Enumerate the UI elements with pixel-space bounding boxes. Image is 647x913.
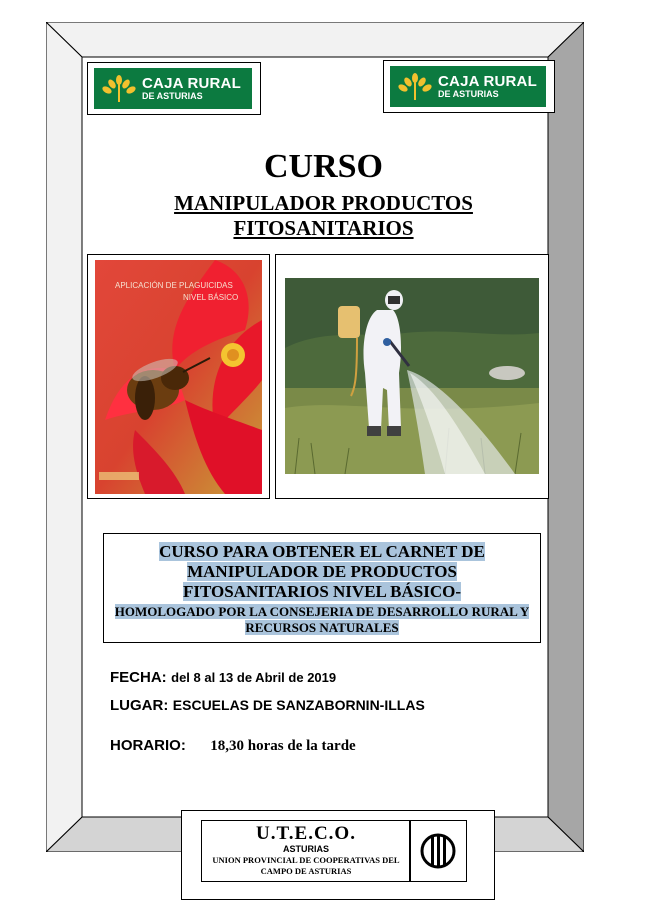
uteco-footer: [181, 810, 495, 900]
uteco-text-box: [201, 820, 411, 882]
uteco-desc-line2: CAMPO DE ASTURIAS: [260, 866, 352, 876]
logo-left-line2: DE ASTURIAS: [142, 91, 203, 101]
lugar-label: LUGAR:: [110, 697, 169, 714]
horario-value: 18,30 horas de la tarde: [210, 738, 356, 754]
subtitle-line1: MANIPULADOR PRODUCTOS: [174, 191, 473, 215]
photo-bee-box: [87, 254, 270, 499]
info-line5: RECURSOS NATURALES: [245, 620, 399, 635]
uteco-title: U.T.E.C.O.: [256, 823, 356, 844]
fecha-row: [110, 669, 336, 687]
uteco-emblem-icon: [410, 821, 466, 881]
logo-left-line1: CAJA RURAL: [142, 75, 241, 92]
horario-label: HORARIO:: [110, 737, 186, 754]
fecha-value: del 8 al 13 de Abril de 2019: [171, 670, 337, 685]
uteco-logo-box: [409, 820, 467, 882]
photo-sprayer: [285, 278, 539, 474]
logo-right-line2: DE ASTURIAS: [438, 89, 499, 99]
horario-row: [110, 737, 356, 755]
photo-caption-line1: APLICACIÓN DE PLAGUICIDAS: [115, 281, 233, 290]
page-title: CURSO: [263, 148, 384, 185]
info-line4: HOMOLOGADO POR LA CONSEJERIA DE DESARROLLO RURAL Y: [114, 604, 530, 619]
logo-left-box: [87, 62, 261, 115]
logo-right-box: [383, 60, 555, 113]
caja-rural-logo-right: [390, 66, 546, 107]
info-line3: FITOSANITARIOS NIVEL BÁSICO-: [182, 582, 462, 601]
info-line2: MANIPULADOR DE PRODUCTOS: [187, 562, 457, 581]
lugar-row: [110, 697, 425, 715]
photo-bee: [95, 260, 262, 494]
uteco-desc-line1: UNION PROVINCIAL DE COOPERATIVAS DEL: [212, 855, 400, 865]
uteco-subtitle: ASTURIAS: [282, 844, 329, 854]
photo-sprayer-box: [275, 254, 549, 499]
fecha-label: FECHA:: [110, 669, 167, 686]
photo-caption-line2: NIVEL BÁSICO: [183, 293, 239, 302]
subtitle-line2: FITOSANITARIOS: [233, 216, 414, 240]
wheat-icon: [398, 72, 432, 102]
course-info-box: [103, 533, 541, 643]
info-line1: CURSO PARA OBTENER EL CARNET DE: [159, 542, 485, 561]
caja-rural-logo-left: [94, 68, 252, 109]
logo-right-line1: CAJA RURAL: [438, 73, 537, 90]
wheat-icon: [102, 74, 136, 104]
lugar-value: ESCUELAS DE SANZABORNIN-ILLAS: [172, 697, 425, 713]
